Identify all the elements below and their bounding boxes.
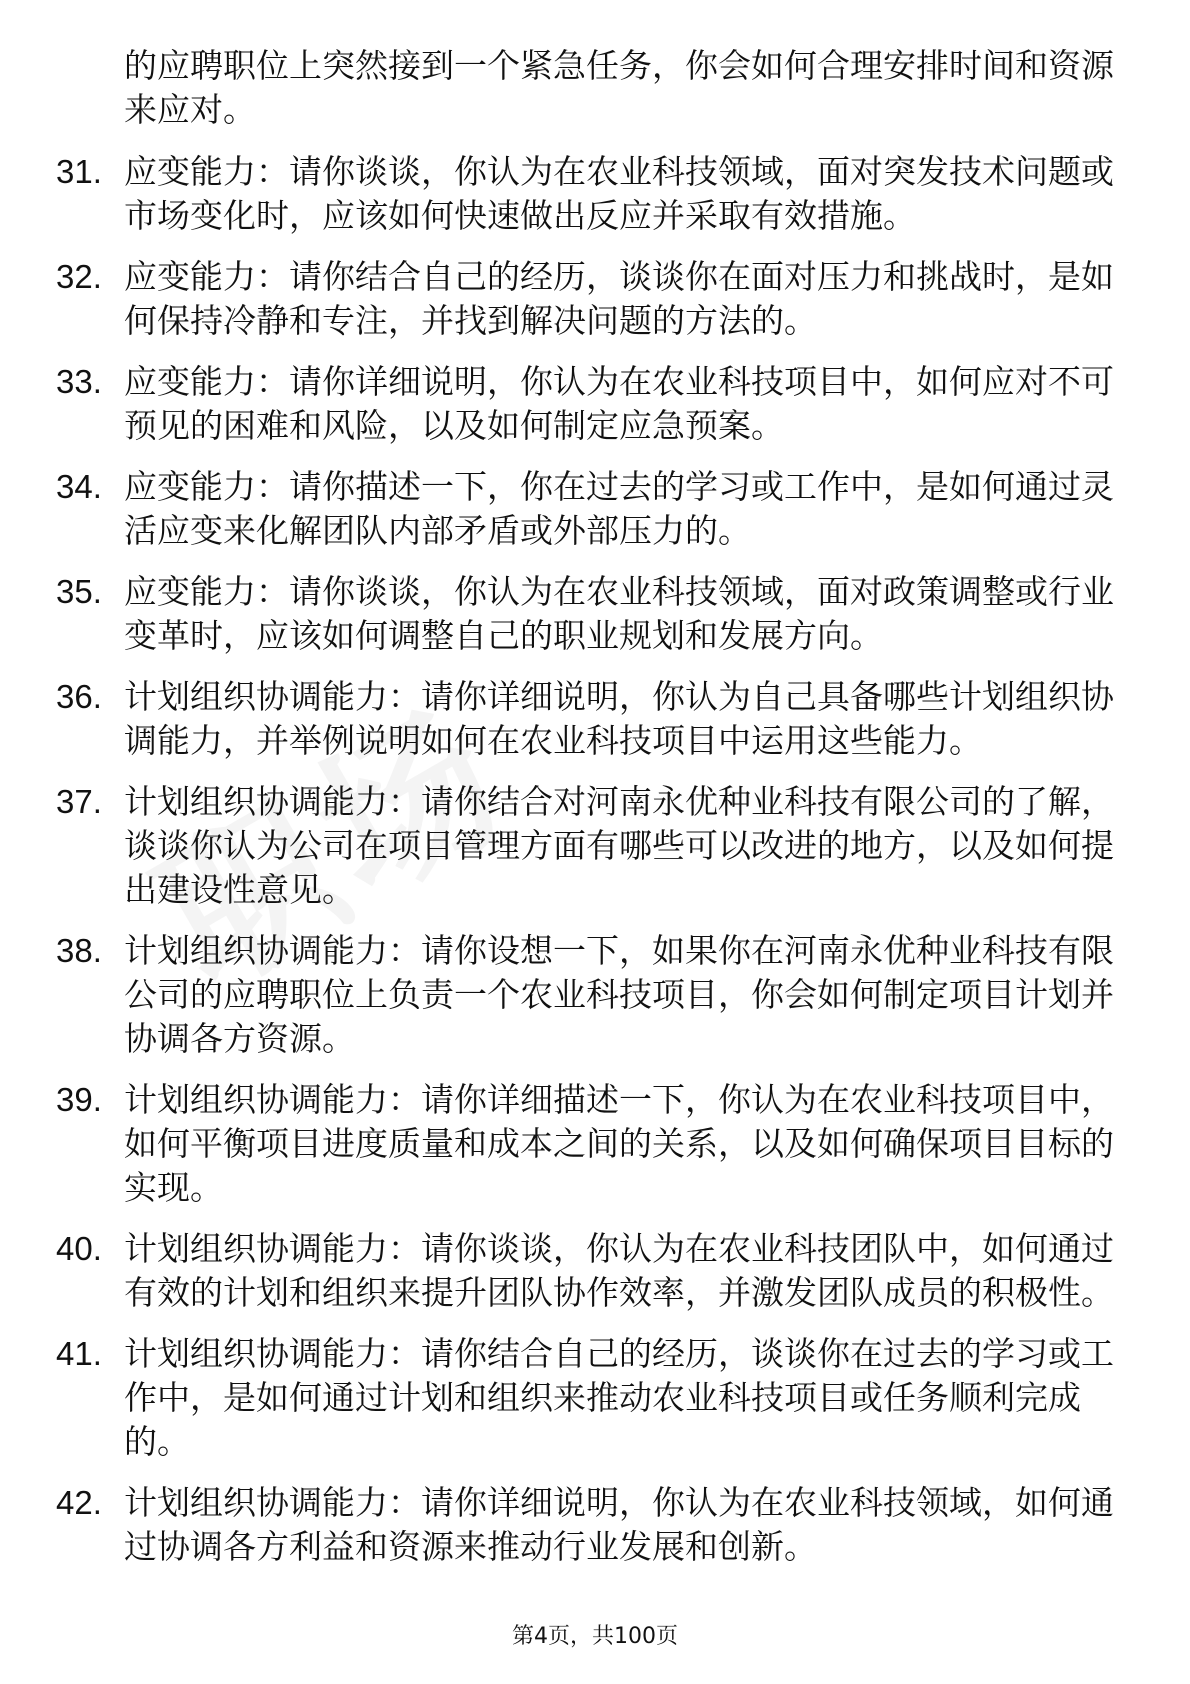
question-number: 40. [56,1230,102,1267]
page-footer [0,1622,1190,1652]
question-number: 34. [56,468,102,505]
question-item [56,1227,1126,1315]
question-number: 42. [56,1484,102,1521]
question-text: 计划组织协调能力：请你详细说明，你认为在农业科技领域，如何通过协调各方利益和资源来推动行业发展和创新。 [124,1483,1114,1566]
question-number: 31. [56,153,102,190]
question-item [56,780,1126,912]
question-list [56,44,1126,1586]
page-number-label: 第4页，共100页 [512,1624,678,1649]
question-text: 计划组织协调能力：请你设想一下，如果你在河南永优种业科技有限公司的应聘职位上负责一个农业科技项目，你会如何制定项目计划并协调各方资源。 [124,931,1114,1058]
question-text: 应变能力：请你结合自己的经历，谈谈你在面对压力和挑战时，是如何保持冷静和专注，并找到解决问题的方法的。 [124,257,1114,340]
question-number: 32. [56,258,102,295]
question-number: 37. [56,783,102,820]
question-number: 41. [56,1335,102,1372]
question-text: 计划组织协调能力：请你详细说明，你认为自己具备哪些计划组织协调能力，并举例说明如何在农业科技项目中运用这些能力。 [124,677,1114,760]
question-text: 应变能力：请你详细说明，你认为在农业科技项目中，如何应对不可预见的困难和风险，以及如何制定应急预案。 [124,362,1114,445]
question-text: 应变能力：请你谈谈，你认为在农业科技领域，面对突发技术问题或市场变化时，应该如何快速做出反应并采取有效措施。 [124,152,1114,235]
question-item [56,150,1126,238]
question-item [56,929,1126,1061]
question-number: 36. [56,678,102,715]
question-item [56,675,1126,763]
question-number: 33. [56,363,102,400]
continuation-text: 的应聘职位上突然接到一个紧急任务，你会如何合理安排时间和资源来应对。 [124,46,1114,129]
question-text: 应变能力：请你描述一下，你在过去的学习或工作中，是如何通过灵活应变来化解团队内部矛盾或外部压力的。 [124,467,1114,550]
question-item [56,570,1126,658]
question-item [56,1481,1126,1569]
question-item [56,360,1126,448]
question-text: 计划组织协调能力：请你谈谈，你认为在农业科技团队中，如何通过有效的计划和组织来提升团队协作效率，并激发团队成员的积极性。 [124,1229,1114,1312]
question-text: 计划组织协调能力：请你结合对河南永优种业科技有限公司的了解，谈谈你认为公司在项目管理方面有哪些可以改进的地方，以及如何提出建设性意见。 [124,782,1114,909]
question-number: 35. [56,573,102,610]
question-number: 39. [56,1081,102,1118]
question-text: 计划组织协调能力：请你详细描述一下，你认为在农业科技项目中，如何平衡项目进度质量和成本之间的关系，以及如何确保项目目标的实现。 [124,1080,1114,1207]
question-item [56,1332,1126,1464]
question-text: 应变能力：请你谈谈，你认为在农业科技领域，面对政策调整或行业变革时，应该如何调整自己的职业规划和发展方向。 [124,572,1114,655]
question-item [56,465,1126,553]
question-item [56,255,1126,343]
question-number: 38. [56,932,102,969]
question-text: 计划组织协调能力：请你结合自己的经历，谈谈你在过去的学习或工作中，是如何通过计划和组织来推动农业科技项目或任务顺利完成的。 [124,1334,1114,1461]
question-item [56,1078,1126,1210]
